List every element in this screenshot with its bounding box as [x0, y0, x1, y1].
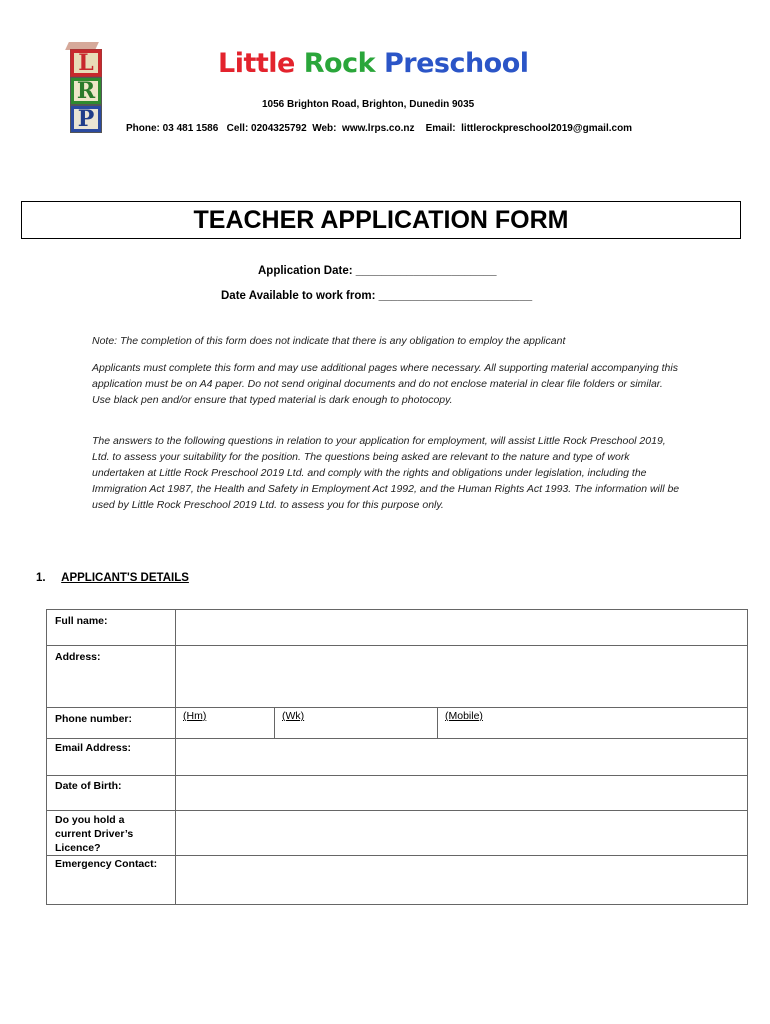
email-label: Email Address:: [55, 742, 132, 754]
form-title: TEACHER APPLICATION FORM: [193, 205, 569, 234]
row-emergency: [47, 855, 747, 904]
address-label: Address:: [55, 651, 101, 663]
logo-block-l: [70, 49, 102, 77]
full-name-label: Full name:: [55, 615, 108, 627]
logo-letter-r: R: [76, 78, 96, 104]
row-dob: [47, 775, 747, 810]
logo-letter-l: L: [78, 50, 94, 76]
brand-name: [218, 48, 529, 79]
phone-work-label: (Wk): [282, 710, 305, 722]
brand-word-little: Little: [218, 48, 295, 79]
row-address: [47, 645, 747, 707]
phone-divider-1: [274, 708, 275, 738]
logo-block-r: [70, 77, 102, 105]
brand-word-rock: Rock: [303, 48, 376, 79]
emergency-label: Emergency Contact:: [55, 858, 158, 870]
answers-paragraph: The answers to the following questions in relation to your application for employment, will assist Little Rock Preschool 2019, Ltd. to assess your suitability for the position. The questions being asked are relevant to the nature and type of work undertaken at Little Rock Preschool 2019 Ltd. and comply with the rights and obligations under legislation, including the Immigration Act 1987, the Health and Safety in Employment Act 1992, and the Human Rights Act 1993. The information will be used by Little Rock Preschool 2019 Ltd. to assess you for this purpose only.: [92, 435, 680, 511]
date-available-field: Date Available to work from: ________________________: [221, 290, 533, 302]
row-email: [47, 738, 747, 775]
form-title-box: [21, 201, 741, 239]
applicant-details-table: [46, 609, 748, 905]
row-licence: [47, 810, 747, 855]
note-paragraph: Note: The completion of this form does not indicate that there is any obligation to employ the applicant: [92, 335, 566, 347]
applicants-paragraph: Applicants must complete this form and may use additional pages where necessary. All supporting material accompanying this application must be on A4 paper. Do not send original documents and do not enclose material in clear file folders or similar. Use black pen and/or ensure that typed material is dark enough to photocopy.: [92, 362, 678, 406]
logo-letter-p: P: [77, 106, 95, 132]
section-heading: [36, 572, 189, 584]
brand-word-preschool: Preschool: [383, 48, 529, 79]
logo-block-p: [70, 105, 102, 133]
phone-divider-2: [437, 708, 438, 738]
contact-line: Phone: 03 481 1586 Cell: 0204325792 Web: www.lrps.co.nz Email: littlerockpreschool2019@gmail.com: [126, 123, 633, 134]
phone-home-label: (Hm): [183, 710, 207, 722]
dob-label: Date of Birth:: [55, 780, 122, 792]
phone-mobile-label: (Mobile): [445, 710, 483, 722]
section-number: 1.: [36, 572, 46, 584]
row-phone: [47, 707, 747, 738]
licence-label: Do you hold a current Driver’s Licence?: [55, 814, 134, 854]
contact-address: 1056 Brighton Road, Brighton, Dunedin 9035: [262, 99, 475, 110]
application-date-field: Application Date: ______________________: [258, 265, 497, 277]
phone-label: Phone number:: [55, 713, 133, 725]
row-full-name: [47, 610, 747, 645]
section-title: APPLICANT'S DETAILS: [61, 572, 189, 584]
